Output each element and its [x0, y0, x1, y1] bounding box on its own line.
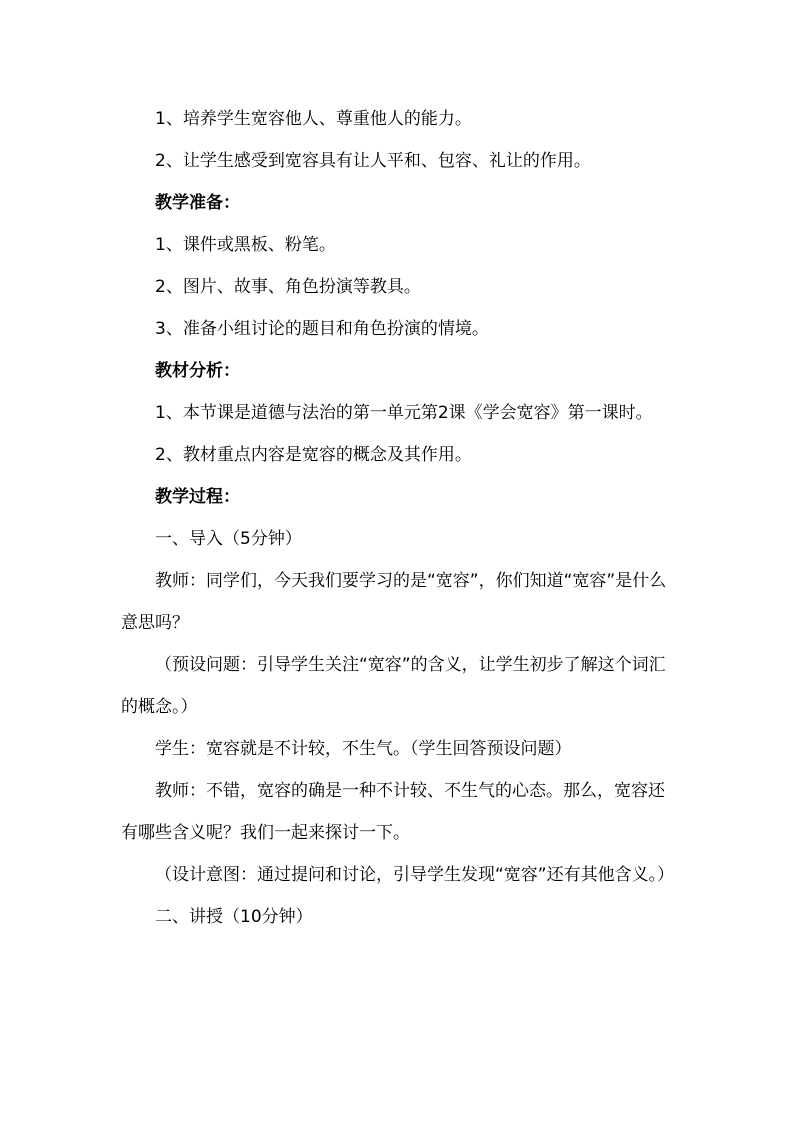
preparation-1: 1、课件或黑板、粉笔。	[155, 235, 336, 255]
design-intent-note: （设计意图：通过提问和讨论，引导学生发现“宽容”还有其他含义。）	[155, 865, 675, 885]
section-lecture: 二、讲授（10分钟）	[155, 907, 313, 927]
analysis-1: 1、本节课是道德与法治的第一单元第2课《学会宽容》第一课时。	[155, 403, 653, 423]
student-answer: 学生：宽容就是不计较，不生气。（学生回答预设问题）	[155, 739, 572, 759]
preset-question-note: （预设问题：引导学生关注“宽容”的含义，让学生初步了解这个词汇的概念。）	[121, 655, 666, 717]
objective-1: 1、培养学生宽容他人、尊重他人的能力。	[155, 109, 472, 129]
section-introduction: 一、导入（5分钟）	[155, 529, 302, 549]
teacher-question: 教师：同学们，今天我们要学习的是“宽容”，你们知道“宽容”是什么意思吗？	[121, 571, 667, 633]
heading-teaching-preparation: 教学准备：	[155, 193, 240, 213]
heading-teaching-process: 教学过程：	[155, 487, 240, 507]
document-body	[121, 98, 681, 938]
preparation-2: 2、图片、故事、角色扮演等教具。	[155, 277, 421, 297]
objective-2: 2、让学生感受到宽容具有让人平和、包容、礼让的作用。	[155, 151, 591, 171]
heading-material-analysis: 教材分析：	[155, 361, 240, 381]
teacher-followup: 教师：不错，宽容的确是一种不计较、不生气的心态。那么，宽容还有哪些含义呢？我们一起来探讨一下。	[121, 781, 665, 843]
preparation-3: 3、准备小组讨论的题目和角色扮演的情境。	[155, 319, 489, 339]
analysis-2: 2、教材重点内容是宽容的概念及其作用。	[155, 445, 472, 465]
